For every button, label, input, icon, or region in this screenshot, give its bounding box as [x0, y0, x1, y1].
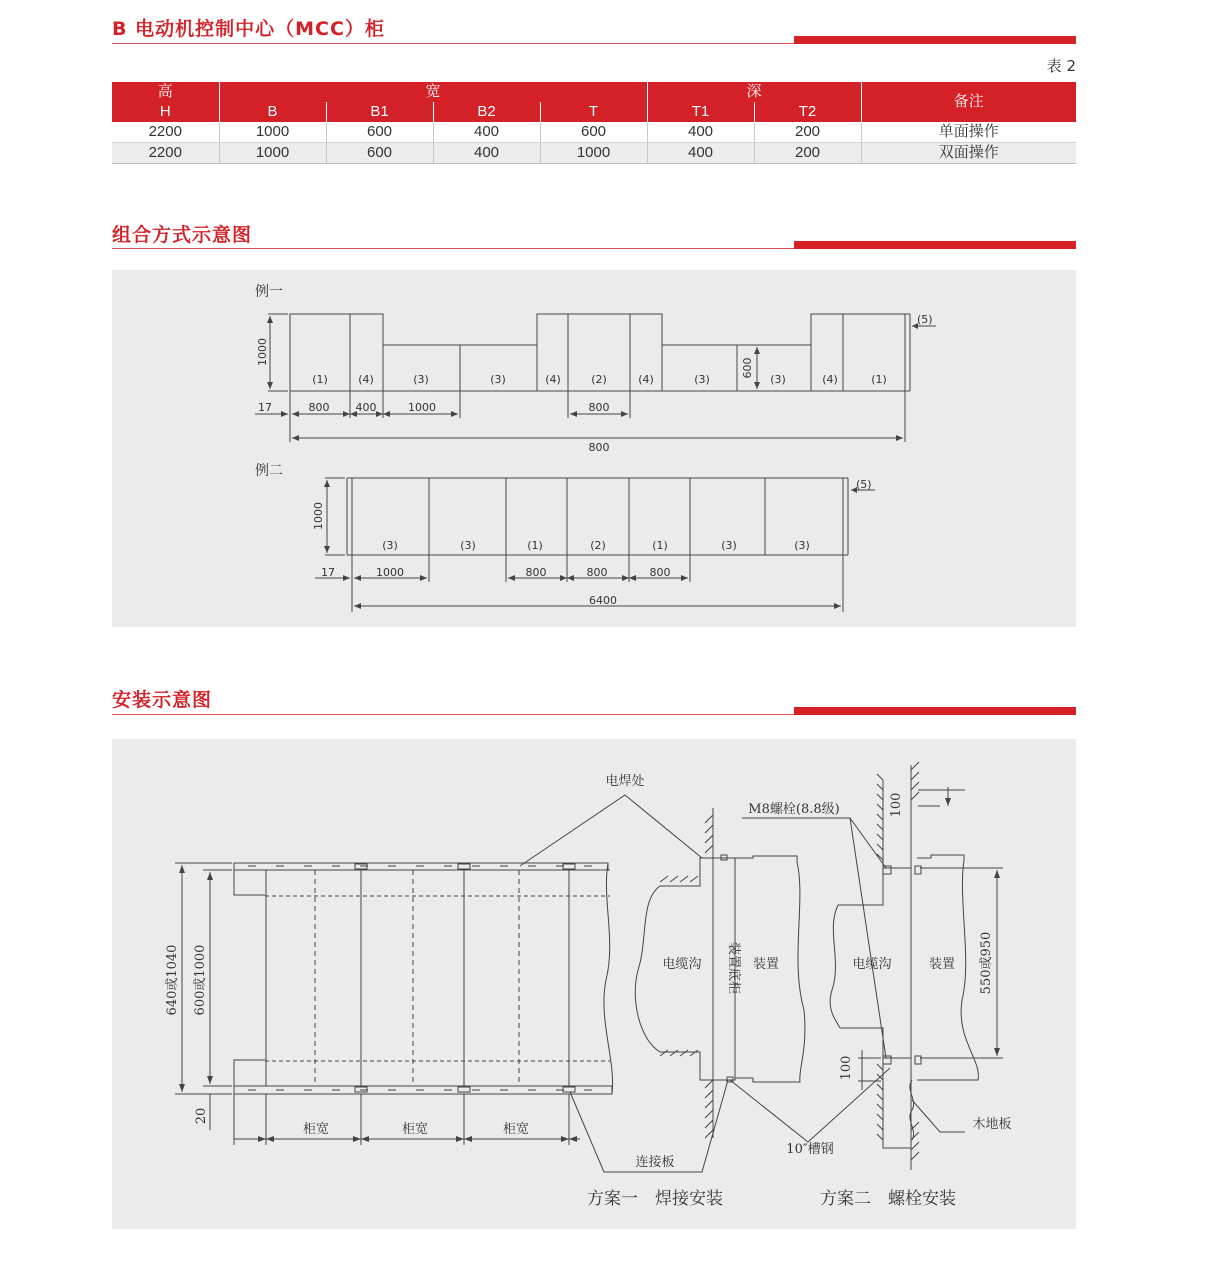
cabinet-label: (1) [871, 373, 887, 386]
header-width: 宽 [219, 82, 647, 102]
weld-label: 电焊处 [605, 774, 645, 789]
end-mark: (5) [856, 478, 872, 491]
dim-label: 800 [308, 401, 330, 414]
header-height: 高 [112, 82, 219, 102]
bolt-section [742, 762, 1012, 1170]
dim-label: 1000 [376, 566, 404, 579]
table-cell: 2200 [112, 122, 219, 143]
channel-label: 10″槽钢 [786, 1142, 834, 1157]
dim-label: 17 [321, 566, 335, 579]
combo-diagram [112, 270, 1076, 627]
table-cell: 单面操作 [861, 122, 1076, 143]
weld-section [635, 808, 805, 1138]
width-label: 柜宽 [502, 1122, 530, 1137]
dim-label: 17 [258, 401, 272, 414]
table-cell: 600 [326, 122, 433, 143]
table-row [112, 122, 1076, 143]
cabinet-label: (4) [545, 373, 561, 386]
device-label: 装置 [752, 957, 780, 972]
cabinet-label: (3) [460, 539, 476, 552]
cabinet-label: (4) [358, 373, 374, 386]
table-cell: 200 [754, 143, 861, 164]
cabinet-label: (1) [312, 373, 328, 386]
section-title-combo: 组合方式示意图 [112, 224, 253, 246]
inner-dim: 600 [741, 357, 754, 379]
dim-label: 400 [355, 401, 377, 414]
inner-height-dim: 600或1000 [193, 944, 208, 1016]
cabinet-label: (3) [694, 373, 710, 386]
table-cell: 1000 [219, 122, 326, 143]
trench-label: 电缆沟 [662, 957, 702, 972]
trench-label: 电缆沟 [852, 957, 892, 972]
col-header: B [219, 102, 326, 122]
cabinet-label: (3) [413, 373, 429, 386]
table-group-header [112, 82, 1076, 102]
combo-panel [112, 270, 1076, 627]
cabinet-label: (3) [721, 539, 737, 552]
base-label: 装置底柜 [726, 941, 741, 995]
table-caption: 表 2 [1046, 57, 1076, 75]
dim-label: 800 [649, 566, 671, 579]
install-panel [112, 739, 1076, 1229]
title-rule-accent [794, 241, 1076, 249]
end-mark: (5) [917, 313, 933, 326]
header-note: 备注 [861, 82, 1076, 122]
title-rule-accent [794, 707, 1076, 715]
dim-100: 100 [889, 792, 904, 818]
height-dim: 1000 [256, 338, 269, 366]
cabinet-label: (3) [490, 373, 506, 386]
cabinet-label: (3) [770, 373, 786, 386]
cabinet-label: (4) [822, 373, 838, 386]
dim-label: 1000 [408, 401, 436, 414]
dim-label: 800 [525, 566, 547, 579]
install-diagram [112, 739, 1076, 1229]
table-cell: 600 [540, 122, 647, 143]
header-depth: 深 [647, 82, 861, 102]
scheme2-caption: 方案二 螺栓安装 [820, 1189, 956, 1209]
dim-label: 800 [586, 566, 608, 579]
col-header: B1 [326, 102, 433, 122]
height-dim: 1000 [312, 502, 325, 530]
col-header: T1 [647, 102, 754, 122]
table-cell: 400 [647, 122, 754, 143]
col-header: H [112, 102, 219, 122]
table-cell: 200 [754, 122, 861, 143]
table-cell: 400 [433, 122, 540, 143]
spec-table [112, 82, 1076, 164]
bolt-label: M8螺栓(8.8级) [748, 802, 840, 817]
table-cell: 双面操作 [861, 143, 1076, 164]
cabinet-label: (1) [652, 539, 668, 552]
ex2-label: 例二 [255, 463, 283, 479]
plate-label: 连接板 [635, 1155, 675, 1170]
col-header: T2 [754, 102, 861, 122]
table-cell: 400 [647, 143, 754, 164]
ex1-label: 例一 [255, 284, 283, 300]
section-title-mcc: B 电动机控制中心（MCC）柜 [112, 18, 385, 40]
cabinet-label: (2) [590, 539, 606, 552]
table-cell: 2200 [112, 143, 219, 164]
table-cell: 400 [433, 143, 540, 164]
plan-view [165, 863, 728, 1172]
table-cell: 1000 [219, 143, 326, 164]
table-cell: 1000 [540, 143, 647, 164]
outer-height-dim: 640或1040 [165, 944, 180, 1016]
cabinet-label: (1) [527, 539, 543, 552]
cabinet-label: (3) [382, 539, 398, 552]
dim-label: 800 [588, 401, 610, 414]
device-label: 装置 [928, 957, 956, 972]
col-header: T [540, 102, 647, 122]
dim-100-bottom: 100 [839, 1055, 854, 1081]
total-dim: 6400 [589, 594, 617, 607]
title-rule-accent [794, 36, 1076, 44]
bottom-dim: 20 [194, 1107, 209, 1125]
cabinet-label: (3) [794, 539, 810, 552]
total-dim: 800 [588, 441, 610, 454]
floor-label: 木地板 [972, 1117, 1012, 1132]
cabinet-label: (4) [638, 373, 654, 386]
width-label: 柜宽 [401, 1122, 429, 1137]
width-label: 柜宽 [302, 1122, 330, 1137]
table-cell: 600 [326, 143, 433, 164]
dim-550: 550或950 [979, 931, 994, 995]
scheme1-caption: 方案一 焊接安装 [587, 1189, 723, 1209]
table-row [112, 143, 1076, 164]
cabinet-label: (2) [591, 373, 607, 386]
col-header: B2 [433, 102, 540, 122]
section-title-install: 安装示意图 [112, 689, 213, 711]
